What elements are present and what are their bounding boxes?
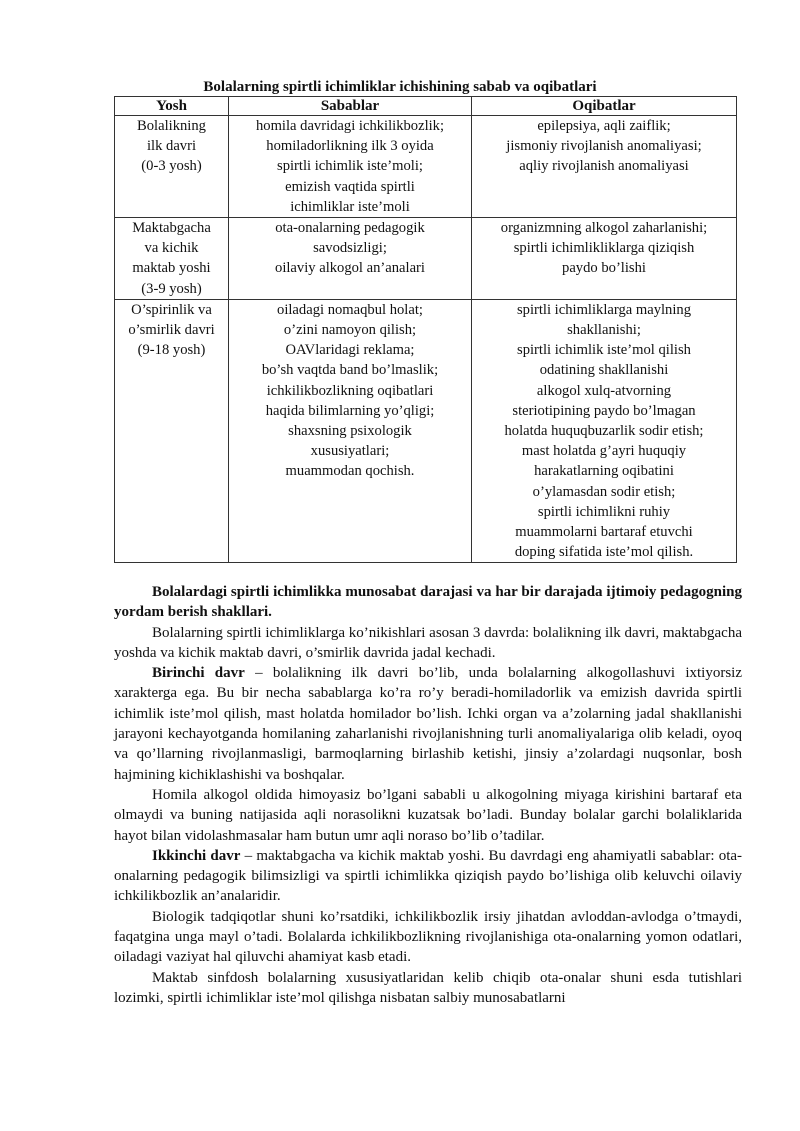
cell-line: o’smirlik davri: [128, 322, 215, 339]
paragraph: [114, 846, 742, 907]
paragraph: [114, 663, 742, 785]
table-header-row: [115, 97, 737, 116]
paragraph: [114, 785, 742, 846]
paragraph-text: Homila alkogol oldida himoyasiz bo’lgani sababli u alkogolning miyaga kirishini bartaraf eta olmaydi va buning natijasida aqli norasolikni kuzatsak bo’ladi. Bunday bolalar garchi bolaliklarida hayot bilan vidolashmasalar ham butun umr aqli noraso bo’lib o’tadilar.: [114, 786, 742, 844]
paragraph-text: – maktabgacha va kichik maktab yoshi. Bu davrdagi eng ahamiyatli sabablar: ota-onalarning pedagogik bilimsizligi va spirtli ichimlikka qiziqish paydo bo’lishiga olib keluvchi oilaviy ichkilikbozlik an’analaridir.: [114, 847, 743, 905]
cell-line: (0-3 yosh): [141, 158, 202, 175]
header-causes: Sabablar: [229, 97, 472, 116]
paragraph: [114, 623, 742, 664]
cell-line: spirtli ichimlik iste’mol qilish: [517, 342, 691, 359]
header-age: Yosh: [115, 97, 229, 116]
cell-line: va kichik: [144, 240, 199, 257]
section-heading: [114, 582, 742, 623]
header-consequences: Oqibatlar: [472, 97, 737, 116]
cell-line: bo’sh vaqtda band bo’lmaslik;: [261, 362, 439, 379]
paragraph-lead: Birinchi davr: [152, 665, 245, 682]
cell-line: doping sifatida iste’mol qilish.: [514, 544, 694, 561]
cell-line: muammodan qochish.: [285, 463, 415, 480]
cell-line: spirtli ichimlik iste’moli;: [277, 158, 423, 175]
cell-line: shaxsning psixologik: [288, 423, 412, 440]
cell-line: aqliy rivojlanish anomaliyasi: [519, 158, 689, 175]
cell-line: odatining shakllanishi: [539, 362, 669, 379]
paragraph-text: Biologik tadqiqotlar shuni ko’rsatdiki, ichkilikbozlik irsiy jihatdan avloddan-avlodga o’tmaydi, faqatgina unga mayl o’tadi. Bolalarda ichkilikbozlikning rivojlanishiga ota-onalarning yomon odatlari, oiladagi vaziyat hal qiluvchi ahamiyat kasb etadi.: [114, 908, 742, 966]
cell-line: haqida bilimlarning yo’qligi;: [265, 402, 435, 419]
cell-line: steriotipining paydo bo’lmagan: [512, 402, 696, 419]
cell-line: spirtli ichimliklarga maylning: [516, 301, 692, 318]
cell-line: o’ylamasdan sodir etish;: [532, 483, 676, 500]
paragraph-text: Bolalarning spirtli ichimliklarga ko’nikishlari asosan 3 davrda: bolalikning ilk davri, maktabgacha yoshda va kichik maktab davri, o’smirlik davrida jadal kechadi.: [114, 624, 743, 661]
table-title: Bolalarning spirtli ichimliklar ichishining sabab va oqibatlari: [203, 79, 597, 95]
cell-line: homiladorlikning ilk 3 oyida: [266, 138, 434, 155]
section-heading-text: Bolalardagi spirtli ichimlikka munosabat darajasi va har bir darajada ijtimoiy pedagogning yordam berish shakllari.: [114, 584, 742, 621]
cell-line: mast holatda g’ayri huquqiy: [521, 443, 687, 460]
cell-line: ilk davri: [146, 138, 197, 155]
table-row: [115, 116, 737, 218]
paragraph-text: Maktab sinfdosh bolalarning xususiyatlaridan kelib chiqib ota-onalar shuni esda tutishlari lozimki, spirtli ichimliklar iste’mol qilishga nisbatan salbiy munosabatlarni: [114, 969, 742, 1006]
cell-line: ichimliklar iste’moli: [290, 198, 410, 215]
cell-line: harakatlarning oqibatini: [534, 463, 674, 480]
cell-line: xususiyatlari;: [310, 443, 390, 460]
cell-line: (3-9 yosh): [141, 280, 202, 297]
paragraph: [114, 968, 742, 1009]
cell-line: muammolarni bartaraf etuvchi: [515, 524, 693, 541]
cell-line: organizmning alkogol zaharlanishi;: [500, 220, 708, 237]
effects-cell: [472, 116, 737, 218]
cell-line: holatda huquqbuzarlik sodir etish;: [504, 423, 704, 440]
causes-cell: [229, 299, 472, 563]
paragraph-text: – bolalikning ilk davri bo’lib, unda bolalarning alkogollashuvi ixtiyorsiz xarakterga ega. Bu bir necha sabablarga ko’ra ro’y beradi-homiladorlik va emizish davrida spirtli ichimlik iste’mol qilish, mast holatda homilador bo’lish. Ichki organ va a’zolarning jadal shakllanishi jarayoni kechayotganda homilaning zaharlanishi rivojlanishning turli anomaliyalariga olib keladi, oyoq va qo’llarning rivojlanmasligi, barmoqlarning birlashib ketishi, jinsiy a’zolardagi nuqsonlar, bosh hajmining kichiklashishi va boshqalar.: [114, 665, 742, 783]
cell-line: oilaviy alkogol an’analari: [275, 260, 425, 277]
cell-line: savodsizligi;: [313, 240, 387, 257]
causes-cell: [229, 116, 472, 218]
age-cell: [115, 299, 229, 563]
cell-line: (9-18 yosh): [137, 342, 206, 359]
cell-line: homila davridagi ichkilikbozlik;: [255, 118, 445, 134]
body-text: [114, 582, 742, 1008]
cell-line: ota-onalarning pedagogik: [275, 220, 425, 237]
age-cell: [115, 218, 229, 300]
cell-line: emizish vaqtida spirtli: [285, 178, 415, 195]
age-cell: [115, 116, 229, 218]
cell-line: epilepsiya, aqli zaiflik;: [537, 118, 671, 134]
paragraph-lead: Ikkinchi davr: [152, 847, 241, 864]
cell-line: Maktabgacha: [132, 220, 211, 237]
effects-cell: [472, 299, 737, 563]
cell-line: maktab yoshi: [132, 260, 211, 277]
paragraph: [114, 907, 742, 968]
cell-line: Bolalikning: [137, 118, 206, 134]
cell-line: alkogol xulq-atvorning: [536, 382, 672, 399]
cell-line: jismoniy rivojlanish anomaliyasi;: [506, 138, 702, 155]
table-row: [115, 299, 737, 563]
cell-line: OAVlaridagi reklama;: [285, 342, 415, 359]
cell-line: spirtli ichimlikliklarga qiziqish: [513, 240, 695, 257]
cell-line: ichkilikbozlikning oqibatlari: [266, 382, 434, 399]
causes-consequences-table: [114, 96, 737, 563]
cell-line: paydo bo’lishi: [562, 260, 646, 277]
cell-line: oiladagi nomaqbul holat;: [277, 301, 423, 318]
effects-cell: [472, 218, 737, 300]
cell-line: o’zini namoyon qilish;: [283, 322, 417, 339]
cell-line: O’spirinlik va: [131, 301, 212, 318]
cell-line: shakllanishi;: [567, 322, 641, 339]
causes-cell: [229, 218, 472, 300]
cell-line: spirtli ichimlikni ruhiy: [537, 503, 671, 520]
table-row: [115, 218, 737, 300]
